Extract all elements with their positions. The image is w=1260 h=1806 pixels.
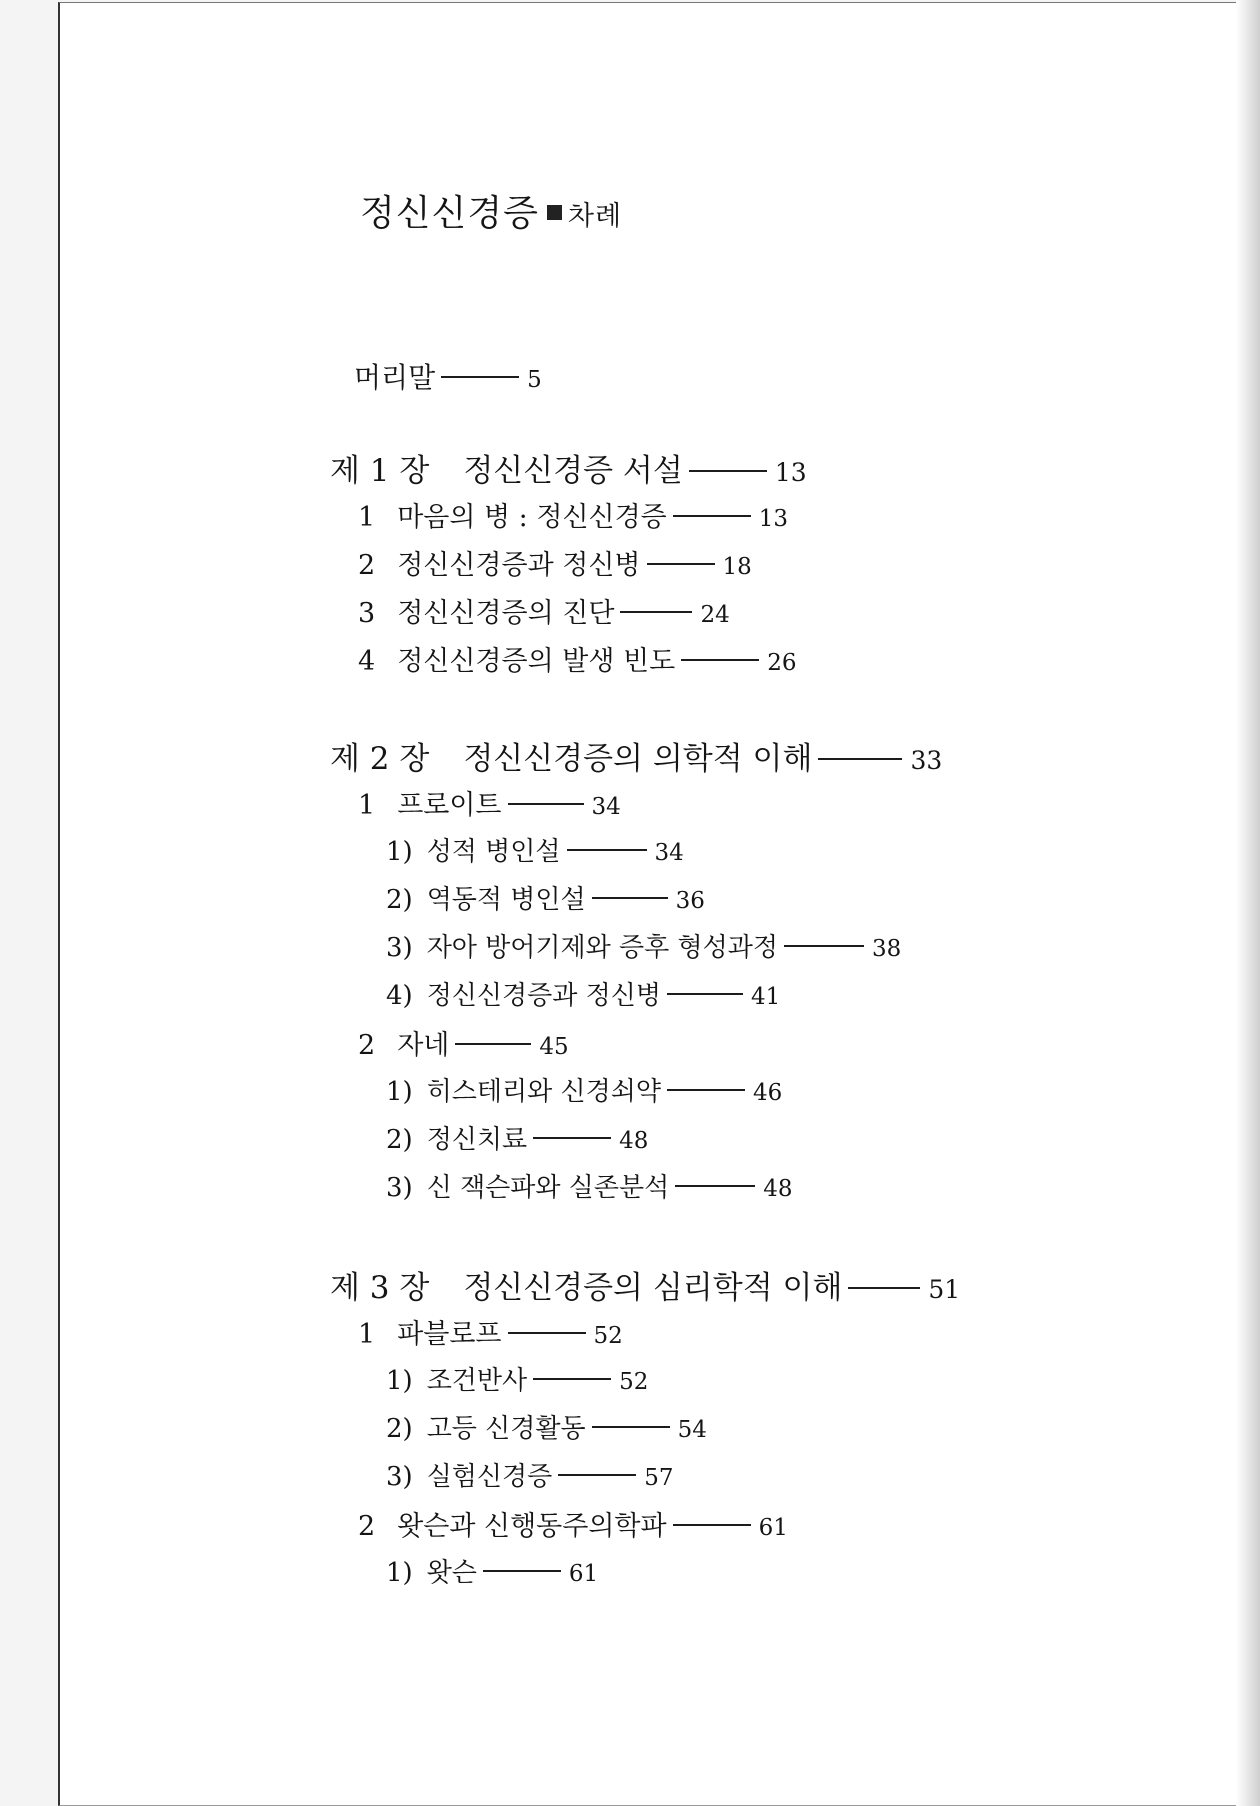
chapter-title: 정신신경증 서설 [463,453,683,489]
leader-rule [441,376,519,378]
toc-page: 33 [910,746,943,775]
toc-chapter-3 [330,1262,961,1306]
leader-rule [508,803,584,805]
subsection-title: 정신신경증과 정신병 [426,981,661,1011]
toc-page: 36 [675,888,705,914]
subsection-number: 1) [386,1077,413,1107]
toc-page: 5 [527,367,542,393]
toc-page: 13 [774,458,807,487]
toc-page: 51 [928,1275,961,1304]
subsection-number: 2) [386,885,413,915]
section-title: 프로이트 [397,790,502,821]
chapter-title: 정신신경증의 심리학적 이해 [463,1270,843,1306]
toc-page: 54 [677,1417,707,1443]
toc-subsection [386,831,684,871]
subsection-title: 신 잭슨파와 실존분석 [426,1173,670,1203]
subsection-title: 역동적 병인설 [426,885,586,915]
toc-subsection [386,1552,598,1592]
leader-rule [558,1474,636,1476]
subsection-title: 자아 방어기제와 증후 형성과정 [426,933,778,963]
section-title: 자네 [397,1030,450,1061]
toc-page: 61 [758,1515,788,1541]
leader-rule [483,1570,561,1572]
leader-rule [533,1378,611,1380]
toc-page: 57 [644,1465,674,1491]
toc-page: 26 [767,650,797,676]
toc-page: 38 [872,936,902,962]
subsection-number: 1) [386,1366,413,1396]
subsection-number: 3) [386,1462,413,1492]
toc-preface [354,356,542,396]
toc-section [358,1312,623,1352]
section-number: 1 [358,502,376,533]
toc-label: 머리말 [354,361,436,394]
leader-rule [647,563,715,565]
toc-subsection [386,927,901,967]
subsection-title: 고등 신경활동 [426,1414,586,1444]
section-title: 정신신경증과 정신병 [397,550,641,581]
toc-page: 48 [763,1176,793,1202]
subsection-number: 3) [386,933,413,963]
toc-page: 18 [722,554,752,580]
section-number: 1 [358,790,376,821]
subsection-title: 실험신경증 [426,1462,553,1492]
subsection-number: 4) [386,981,413,1011]
toc-page: 34 [591,794,621,820]
leader-rule [620,611,692,613]
leader-rule [508,1332,586,1334]
toc-section [358,591,730,631]
section-title: 왓슨과 신행동주의학파 [397,1511,667,1542]
leader-rule [784,945,864,947]
section-number: 1 [358,1319,376,1350]
toc-page: 61 [568,1561,599,1587]
leader-rule [681,659,759,661]
section-title: 파블로프 [397,1319,502,1350]
section-title: 마음의 병 : 정신신경증 [397,502,667,533]
leader-rule [673,1524,751,1526]
subsection-number: 2) [386,1125,413,1155]
toc-subsection [386,975,780,1015]
section-number: 2 [358,1511,376,1542]
toc-page: 45 [539,1034,569,1060]
toc-subsection [386,1408,707,1448]
toc-chapter-2 [330,733,943,777]
leader-rule [848,1287,920,1289]
toc-page: 24 [700,602,730,628]
toc-section [358,639,796,679]
subsection-number: 3) [386,1173,413,1203]
subsection-number: 1) [386,837,413,867]
toc-subsection [386,1456,674,1496]
section-number: 2 [358,1030,376,1061]
section-title: 정신신경증의 진단 [397,598,615,629]
leader-rule [592,897,668,899]
title-main: 정신신경증 [360,193,539,234]
chapter-title: 정신신경증의 의학적 이해 [463,741,813,777]
leader-rule [533,1137,611,1139]
toc-section [358,1504,788,1544]
toc-page: 46 [753,1080,783,1106]
leader-rule [455,1043,531,1045]
toc-chapter-1 [330,445,807,489]
section-title: 정신신경증의 발생 빈도 [397,646,676,677]
page-title [360,185,622,236]
section-number: 2 [358,550,376,581]
chapter-number: 제 2 장 [330,741,430,777]
subsection-title: 성적 병인설 [426,837,561,867]
toc-page: 13 [758,506,789,532]
toc-subsection [386,1360,648,1400]
toc-page: 52 [593,1323,623,1349]
subsection-number: 2) [386,1414,413,1444]
leader-rule [818,758,902,760]
leader-rule [667,993,743,995]
page-edge-shadow [1236,0,1260,1806]
toc-page: 48 [619,1128,649,1154]
subsection-title: 정신치료 [426,1125,528,1155]
leader-rule [689,470,767,472]
section-number: 4 [358,646,376,677]
toc-page: 34 [654,840,684,866]
chapter-number: 제 1 장 [330,453,430,489]
subsection-title: 왓슨 [426,1558,477,1588]
toc-section [358,783,621,823]
toc-subsection [386,1167,793,1207]
toc-page: 52 [619,1369,649,1395]
subsection-title: 조건반사 [426,1366,528,1396]
toc-page: 41 [751,984,781,1010]
leader-rule [667,1089,745,1091]
leader-rule [592,1426,670,1428]
toc-subsection [386,1071,782,1111]
leader-rule [567,849,647,851]
section-number: 3 [358,598,376,629]
toc-section [358,1023,569,1063]
chapter-number: 제 3 장 [330,1270,430,1306]
toc-section [358,543,752,583]
subsection-number: 1) [386,1558,413,1588]
title-sub: 차례 [567,201,623,232]
subsection-title: 히스테리와 신경쇠약 [426,1077,661,1107]
toc-subsection [386,1119,648,1159]
leader-rule [675,1185,755,1187]
square-bullet-icon [547,205,562,220]
toc-subsection [386,879,705,919]
leader-rule [673,515,751,517]
toc-section [358,495,788,535]
